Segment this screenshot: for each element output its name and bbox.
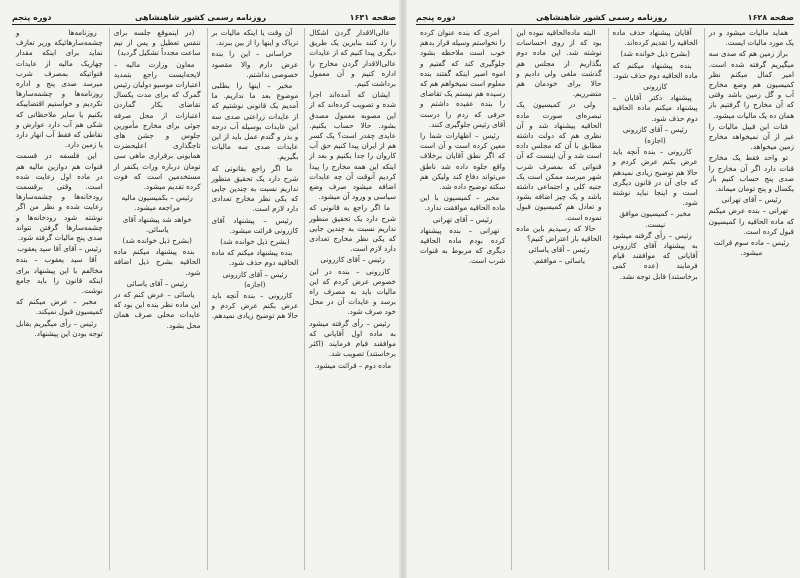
paragraph: البته ماده‌الحاقیه نبوده این بود که از روی احساسات نوشته شد. این ماده دوم بگذاریم از مجلس هم گذشت ملغی ولی دادیم و حالا برای خودمان هم متضرریم. — [516, 28, 602, 99]
newspaper-title: روزنامه رسمی کشور شاهنشاهی — [535, 13, 668, 22]
paragraph: ما اگر راجع بقانونی که شرح دارد یک تحقیق منظور نداریم نسبت به چندین جایی که یکی نظر مخارج تعدادی دارد لازم است. — [211, 163, 299, 214]
paragraph: (در اینموقع جلسه برای تنفس تعطیل و پس از نیم ساعت مجدداً تشکیل گردید) — [113, 28, 201, 58]
text-columns — [416, 28, 794, 570]
paragraph: (بشرح ذیل خوانده شد) — [220, 237, 290, 247]
volume-label: دوره پنجم — [12, 13, 52, 22]
paragraph: رئیس – آقای کازرونی (اجازه) — [222, 269, 288, 289]
paragraph: (اجازه) — [644, 136, 666, 146]
paragraph: رئیس – آقای آقا سید یعقوب — [17, 244, 102, 254]
right-newspaper-page — [404, 0, 800, 578]
paragraph: براز زمین هم که صدی سه میگیریم گرفته شده است. امیر کمال میکنم نظر کمیسیون هم وضع مخارج آب و گل زمین باشد وقتی که آن مخارج را گرفتیم باز همان ده یک مالیات میشود. — [708, 49, 794, 120]
paragraph: پیشنهاد دکتر آقایان – پیشنهاد میکنم ماده الحاقیه دوم حذف شود. — [612, 93, 698, 123]
page-header — [416, 8, 794, 22]
paragraph: رئیس – رأی گرفته میشود به ماده اول آقایانی که موافقند قیام فرمایند (اکثر برخاستند) تصویب شد. — [309, 318, 396, 359]
paragraph: مخبر – کمیسیون با این ماده الحاقیه موافقت ندارد. — [420, 193, 506, 213]
paragraph: تهرانی – بنده عرض میکنم که ماده الحاقیه را کمیسیون قبول کرده است. — [708, 206, 794, 236]
text-column — [416, 28, 505, 570]
paragraph: روزنامه‌ها و چشمه‌سارهائیکه وزیر تعارف نماید برای اینکه مقدار چهاریک مالیه از عایدات قنواتیکه بمصرف شرب میرسد صدی پنج و اداره روزنامه‌ها و چشمه‌سارها نکردیم و خواستیم اقتضاییکه بکنیم یا سایر ملاحظاتی که شکی هم آب دارد عوارض و نقاطی که فقط آب انهار دارد یا زمین دارد. — [16, 28, 103, 150]
paragraph: یاسائی – موافقم. — [532, 256, 585, 266]
paragraph: رئیس – آقای تهرانی — [432, 214, 493, 224]
paragraph: هماید مالیات میشود و در یک مورد مالیات ایست. — [708, 28, 794, 48]
paragraph: بنده پیشنهاد میکنم که ماده الحاقیه دوم حذف شود. — [211, 248, 299, 268]
text-column — [304, 28, 396, 570]
text-column — [207, 28, 299, 570]
paragraph: رئیس – آقای تهرانی — [721, 195, 782, 205]
paragraph: کازرونی – بنده آنچه باید عرض بکنم عرض کردم و حالا هم توضیح زیادی نمیدهم. — [211, 291, 299, 321]
paragraph: معاون وزارت مالیه – لایحه‌ایست راجع بتمدید اعتبارات موسیو دولیان رئیس گمرک که برای مدت یکسال تقاضای بکار گماردن اعتبارات از محل صرفه جوئی برای مخارج مأمورین جلوس و جشن های تاجگذاری اعلیحضرت همایونی برقراری ماهی سی تومان درباره وراث یکنفر از مستخدمین است که فوت کرده تقدیم میشود. — [113, 59, 201, 192]
paragraph: رئیس – آقای یاسائی — [126, 278, 188, 288]
page-header — [12, 8, 396, 22]
paragraph: بنده پیشنهاد میکنم که ماده الحاقیه دوم حذف شود. — [612, 60, 698, 80]
paragraph: آقا سید یعقوب – بنده مخالفم با این پیشنهاد برای اینکه قانون را باید جامع نوشت. — [16, 255, 103, 296]
paragraph: این فلسفه در قسمت قنوات هم دوازین مالیه هم در ماده اول رعایت شده است. وقتی برقسمت رودخانه‌ها و چشمه‌سارها رعایت شده و نظر من اگر نوشته شود رودخانه‌ها و چشمه‌سارها گرفتن نتواند صدی پنج مالیات گرفته شود. — [16, 151, 103, 243]
page-number: صفحه ۱۶۲۸ — [747, 13, 794, 22]
paragraph: بنده پیشنهاد میکنم ماده الحاقیه بشرح ذیل اضافه شود. — [113, 247, 201, 277]
text-column — [12, 28, 103, 570]
header-rule — [12, 24, 396, 25]
paragraph: تهرانی – بنده پیشنهاد کرده بودم ماده الحاقیه دیگری که مربوط به قنوات شرب است. — [420, 225, 506, 266]
header-rule — [416, 24, 794, 25]
newspaper-title: روزنامه رسمی کشور شاهنشاهی — [134, 13, 267, 22]
paragraph: رئیس – آقای کازرونی — [622, 124, 688, 134]
text-columns — [12, 28, 396, 570]
paragraph: مخبر – اینها را بطلبی موضوع بعد ما نداریم. ما آمدیم یک قانونی نوشتیم که از عایدات زراعتی صدی سه این عایدات بوسیله آب درجه و بذر و گندم عمل باید از این عایدات صدی سه مالیات بگیریم. — [211, 81, 299, 162]
volume-label: دوره پنجم — [416, 13, 456, 22]
paragraph: رئیس – آقای کازرونی — [320, 255, 385, 265]
paragraph: کازرونی – بنده آنچه باید عرض بکنم عرض کردم و حالا هم توضیح زیادی نمیدهم که جای آن در قانون دیگری است و اینجا نباید نوشته شود. — [612, 147, 698, 208]
page-number: صفحه ۱۶۳۱ — [349, 13, 396, 22]
paragraph: رئیس – آقای یاسائی — [528, 245, 590, 255]
paragraph: رئیس – رأی گرفته میشود به پیشنهاد آقای کازرونی آقایانی که موافقند قیام فرمایند (عده کمی برخاستند) قابل توجه نشد. — [612, 230, 698, 281]
text-column — [511, 28, 601, 570]
paragraph: تو واحد فقط یک مخارج قنات دارد اگر آن مخارج را صدی پنج حساب کنیم باز یکسال و پنج تومان میماند. — [708, 153, 794, 194]
text-column — [109, 28, 201, 570]
paragraph: ماده دوم – قرائت میشود. — [314, 360, 392, 370]
paragraph: قنات این قبیل مالیات را غیر از آن نمیخواهد مخارج زمین میخواهد. — [708, 121, 794, 152]
paragraph: ما اگر راجع به قانونی که شرح دارد یک تحقیق منظور نداریم نسبت به چندین جایی که یکی نظر مخارج تعدادی دارد لازم است. — [309, 203, 396, 254]
paragraph: آقایان پیشنهاد حذف ماده الحاقیه را تقدیم کرده‌اند. — [612, 28, 698, 48]
paragraph: رئیس – پیشنهاد آقای کازرونی قرائت میشود. — [211, 215, 299, 235]
text-column — [704, 28, 794, 570]
paragraph: رئیس – اظهارات شما را معین کرده است و آن است که اگر نطق آقایان برخلاف واقع جلوه داده شد ناطق می‌تواند دفاع کند ولیکن هم سکته توضیح داده شد. — [420, 131, 506, 192]
paragraph: (بشرح ذیل خوانده شد) — [122, 236, 192, 246]
paragraph: یاسائی – عرض کنم که در این ماده نظر بنده این بود که عایدات محلی صرف همان محل بشود. — [113, 290, 201, 330]
text-column — [608, 28, 698, 570]
paragraph: رئیس – رأی میگیریم بقابل توجه بودن این پیشنهاد. — [16, 318, 103, 338]
paragraph: ایشان که آمده‌اند اجرا شده و تصویب کرده‌اند که از این مصوبه معمول مصدق بشود. حالا حساب بکنیم. عایدی چقدر است؟ یک کسر هم از ایران پیدا کنیم حق آب کاروان را جدا بکنیم و بعد از اینکه این همه مخارج را پیدا کردیم آنوقت آن چه عایدات اضافه میشود صرف وضع سیاسی و ورود آن میشود. — [309, 90, 396, 202]
paragraph: عالی‌الاقدار گردن اشکال را رد کنند بنابرین یک طریق دیگری پیدا کنیم که از عایدات عالی‌الاقدار گردن مخارج را اداره کنیم و آن معمول برداشت کنیم. — [309, 28, 396, 89]
paragraph: رئیس – بکمیسیون مالیه مراجعه میشود. — [121, 193, 193, 213]
paragraph: (بشرح ذیل خوانده شد) — [620, 49, 690, 59]
paragraph: کازرونی — [643, 82, 668, 92]
paragraph: ولی در کمیسیون یک تبصره‌ای صورت ماده الحاقیه پیشنهاد شد و آن نظری هم که دولت داشته مطابق با آن که مجلس داده است شد و آن اینست که آن قنواتی که بمصرف شرب شهر میرسد ممکن است یک جنبه کلی و اجتماعی داشته باشد و یک چیز اضافه بشود و تعادل هم کمیسیون قبول نموده است. — [516, 100, 602, 222]
paragraph: آن وقت یا اینکه مالیات بر تریاک و اینها را از بین ببرند. — [211, 28, 299, 48]
paragraph: کازرونی – بنده در این خصوص عرض کردم که این مالیات باید به مصرف راه برسد و عایدات آن در محل خود صرف شود. — [309, 266, 396, 317]
paragraph: رئیس – ماده سوم قرائت میشود. — [713, 238, 789, 258]
paragraph: مخبر – کمیسیون موافق نیست. — [619, 209, 691, 229]
paragraph: خراسانی – این را بنده عرض دارم والا مقصود خصوصی نداشتم. — [211, 49, 299, 79]
paragraph: امری که بنده عنوان کرده را نخواستم وسیله قرار بدهم خوب است ملاحظه بشود جلوگیری کند که گفتیم و اموه اصیر اینکه گفتند بنده معلوم است نمیخواهم هم که رسیده هم نیستم یک تقاضای را بنده عقیده داشتم و حرفی که زدم را درست آقای رئیس جلوگیری کنند. — [420, 28, 506, 129]
paragraph: مخبر – عرض میکنم که کمیسیون قبول نمیکند. — [16, 297, 103, 317]
paragraph: خواهد شد پیشنهاد آقای یاسائی. — [122, 214, 192, 234]
paragraph: حالا که رسیدیم باین ماده الحاقیه باز اعتراض کنیم؟ — [516, 223, 602, 244]
